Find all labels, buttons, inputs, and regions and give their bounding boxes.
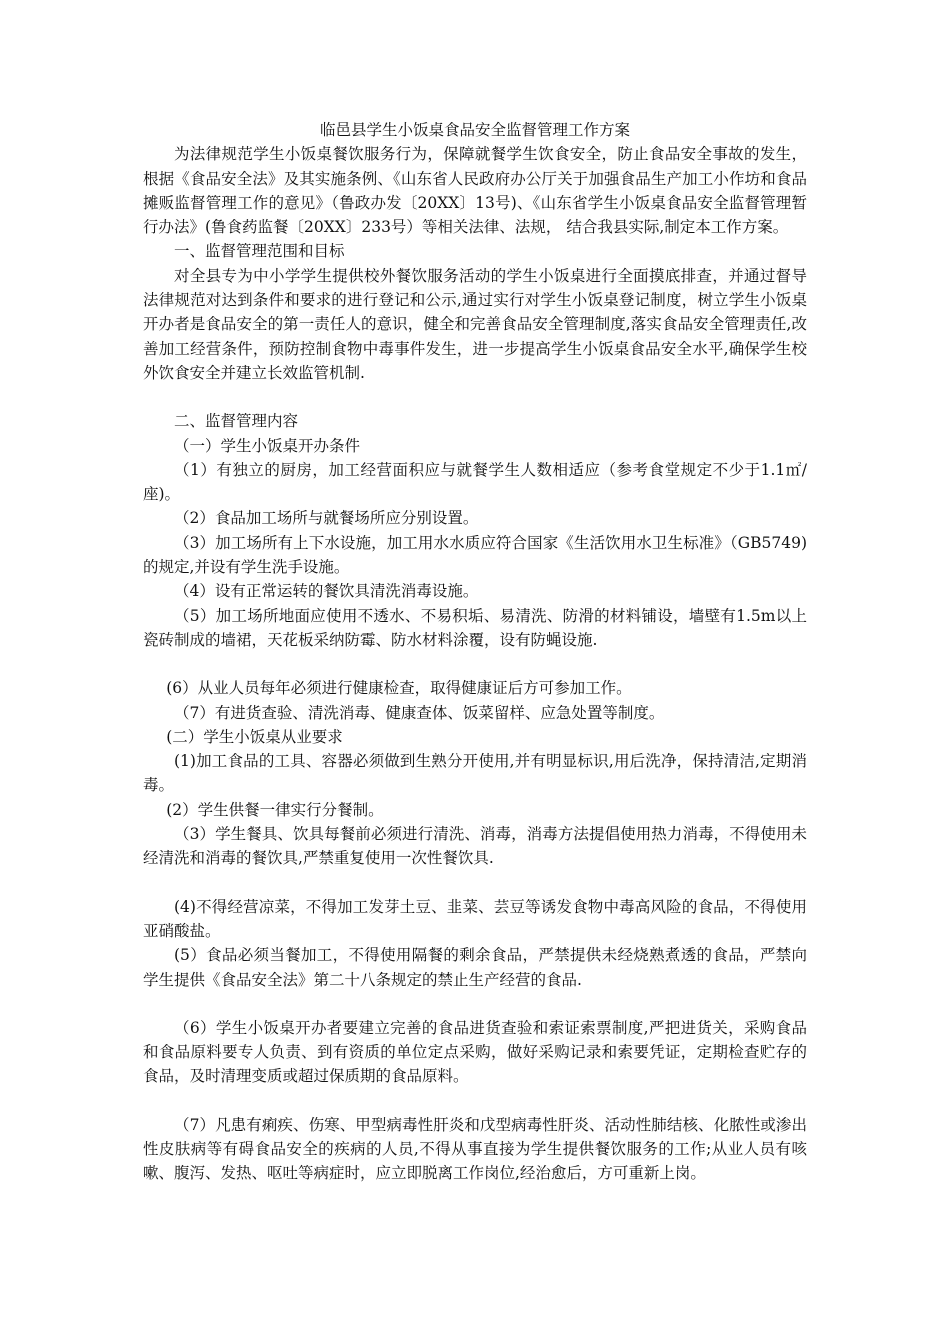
document-title: 临邑县学生小饭桌食品安全监督管理工作方案 (319, 121, 630, 139)
sub1-item: （3）加工场所有上下水设施，加工用水水质应符合国家《生活饮用水卫生标准》（GB5749)的规定,并设有学生洗手设施。 (143, 533, 807, 577)
sub2-item: (5）食品必须当餐加工，不得使用隔餐的剩余食品，严禁提供未经烧熟煮透的食品，严禁向学生提供《食品安全法》第二十八条规定的禁止生产经营的食品. (143, 946, 807, 989)
sub1-heading: （一）学生小饭桌开办条件 (174, 436, 361, 455)
sub2-item: (4)不得经营凉菜，不得加工发芽土豆、韭菜、芸豆等诱发食物中毒高风险的食品，不得使用亚硝酸盐。 (143, 897, 807, 940)
sub2-item: （3）学生餐具、饮具每餐前必须进行清洗、消毒，消毒方法提倡使用热力消毒，不得使用未经清洗和消毒的餐饮具,严禁重复使用一次性餐饮具. (143, 825, 807, 868)
document-body (143, 118, 807, 1186)
sub2-item: (1)加工食品的工具、容器必须做到生熟分开使用,并有明显标识,用后洗净，保持清洁,定期消毒。 (143, 752, 807, 795)
sub2-item: （6）学生小饭桌开办者要建立完善的食品进货查验和索证索票制度,严把进货关，采购食品和食品原料要专人负责、到有资质的单位定点采购，做好采购记录和索要凭证，定期检查贮存的食品，及时清理变质或超过保质期的食品原料。 (143, 1018, 807, 1086)
sub2-item: (2）学生供餐一律实行分餐制。 (166, 800, 384, 819)
paragraph-gap (143, 1089, 807, 1113)
sub1-item: （5）加工场所地面应使用不透水、不易积垢、易清洗、防滑的材料铺设，墙壁有1.5m以上瓷砖制成的墙裙，天花板采纳防霉、防水材料涂覆，设有防蝇设施. (143, 606, 807, 649)
paragraph-gap (143, 992, 807, 1016)
sub2-heading: (二）学生小饭桌从业要求 (166, 727, 343, 746)
paragraph-gap (143, 385, 807, 409)
section1-body: 对全县专为中小学学生提供校外餐饮服务活动的学生小饭桌进行全面摸底排查，并通过督导法律规范对达到条件和要求的进行登记和公示,通过实行对学生小饭桌登记制度，树立学生小饭桌开办者是食品安全的第一责任人的意识，健全和完善食品安全管理制度,落实食品安全管理责任,改善加工经营条件，预防控制食物中毒事件发生，进一步提高学生小饭桌食品安全水平,确保学生校外饮食安全并建立长效监管机制. (143, 266, 807, 382)
intro-paragraph: 为法律规范学生小饭桌餐饮服务行为，保障就餐学生饮食安全，防止食品安全事故的发生，根据《食品安全法》及其实施条例、《山东省人民政府办公厅关于加强食品生产加工小作坊和食品摊贩监督管理工作的意见》（鲁政办发〔20XX〕13号)、《山东省学生小饭桌食品安全监督管理暂行办法》(鲁食药监餐〔20XX〕233号）等相关法律、法规， 结合我县实际,制定本工作方案。 (143, 145, 807, 237)
sub1-item: （4）设有正常运转的餐饮具清洗消毒设施。 (174, 582, 479, 601)
sub2-item: （7）凡患有痢疾、伤寒、甲型病毒性肝炎和戊型病毒性肝炎、活动性肺结核、化脓性或渗出性皮肤病等有碍食品安全的疾病的人员,不得从事直接为学生提供餐饮服务的工作;从业人员有咳嗽、腹泻、发热、呕吐等病症时，应立即脱离工作岗位,经治愈后，方可重新上岗。 (143, 1115, 807, 1183)
section2-heading: 二、监督管理内容 (174, 412, 299, 431)
paragraph-gap (143, 652, 807, 676)
sub1-item: （2）食品加工场所与就餐场所应分别设置。 (174, 509, 479, 528)
paragraph-gap (143, 871, 807, 895)
sub1-item: （7）有进货查验、清洗消毒、健康查体、饭菜留样、应急处置等制度。 (174, 703, 665, 722)
sub1-item: （1）有独立的厨房，加工经营面积应与就餐学生人数相适应（参考食堂规定不少于1.1㎡/座)。 (143, 460, 807, 504)
section1-heading: 一、监督管理范围和目标 (174, 242, 345, 261)
sub1-item: (6）从业人员每年必须进行健康检查，取得健康证后方可参加工作。 (166, 679, 632, 698)
